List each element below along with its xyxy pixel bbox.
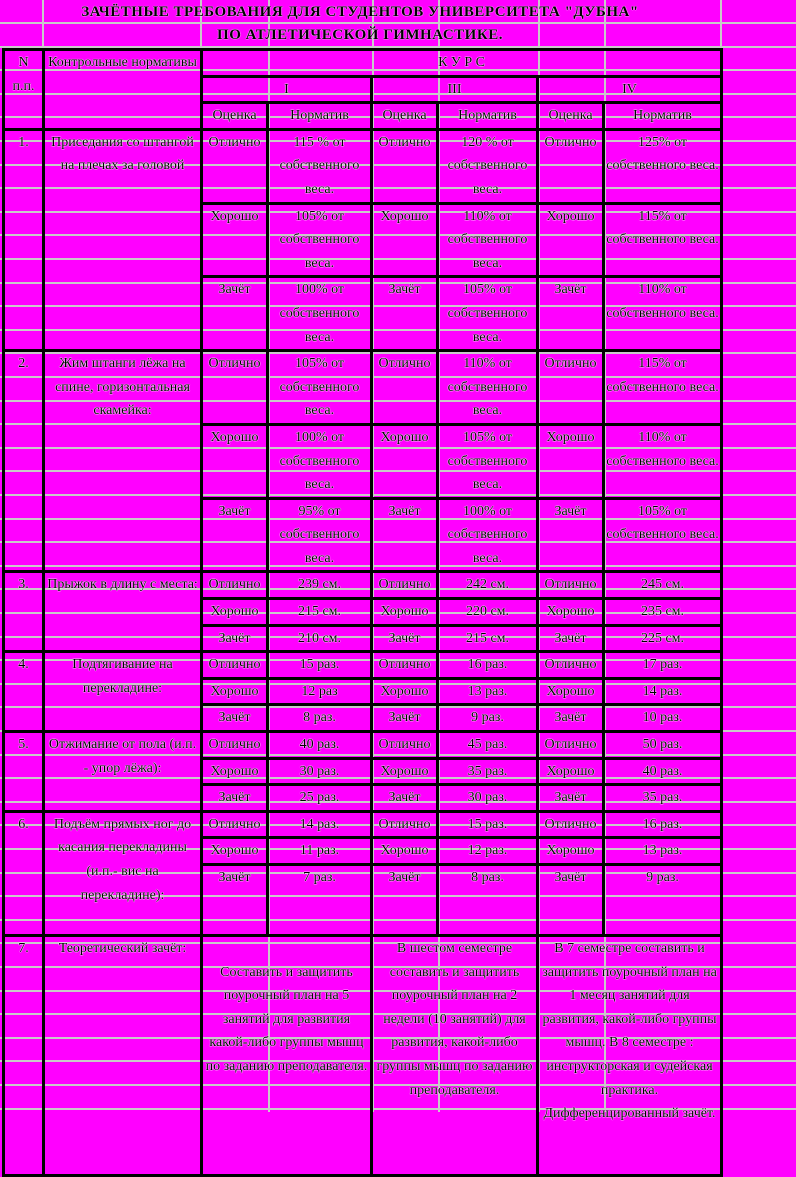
grade-cell: Зачёт: [538, 277, 604, 351]
grade-cell: Зачёт: [372, 625, 438, 652]
norm-cell: 105% от собственного веса.: [438, 424, 538, 498]
norm-cell: 100% от собственного веса.: [268, 277, 372, 351]
norm-cell: 105% от собственного веса.: [268, 351, 372, 425]
grade-cell: Хорошо: [538, 838, 604, 865]
grade-cell: Зачёт: [372, 705, 438, 732]
grade-cell: Отлично: [202, 351, 268, 425]
exercise-name: Приседания со штангой на плечах за головой: [44, 129, 202, 350]
grade-cell: Отлично: [538, 129, 604, 203]
norm-cell: 105% от собственного веса.: [438, 277, 538, 351]
grade-cell: Отлично: [372, 811, 438, 838]
header-num: N п.п.: [4, 50, 44, 130]
header-course: К У Р С: [202, 50, 722, 77]
norm-cell: 225 см.: [604, 625, 722, 652]
table-row: [4, 732, 722, 759]
header-row: [4, 50, 722, 77]
header-norms: Контрольные нормативы: [44, 50, 202, 130]
grade-cell: Отлично: [538, 811, 604, 838]
row-number: 6.: [4, 811, 44, 935]
grade-cell: Отлично: [372, 129, 438, 203]
norm-cell: 8 раз.: [268, 705, 372, 732]
exercise-name: Подтягивание на перекладине:: [44, 652, 202, 732]
norm-cell: 9 раз.: [604, 865, 722, 936]
grade-cell: Хорошо: [372, 758, 438, 785]
norm-cell: 8 раз.: [438, 865, 538, 936]
grade-cell: Хорошо: [372, 599, 438, 626]
grade-cell: Зачёт: [202, 705, 268, 732]
norm-cell: 14 раз.: [268, 811, 372, 838]
grade-header: Оценка: [538, 103, 604, 130]
grade-cell: Зачёт: [538, 705, 604, 732]
grade-cell: Хорошо: [538, 678, 604, 705]
row-number: 5.: [4, 732, 44, 812]
norm-cell: 120 % от собственного веса.: [438, 129, 538, 203]
norm-cell: 115% от собственного веса.: [604, 203, 722, 277]
norm-cell: 13 раз.: [604, 838, 722, 865]
row-number: 4.: [4, 652, 44, 732]
norm-cell: 110% от собственного веса.: [438, 203, 538, 277]
norm-header: Норматив: [268, 103, 372, 130]
norm-cell: 13 раз.: [438, 678, 538, 705]
norm-cell: 15 раз.: [268, 652, 372, 679]
norm-cell: 30 раз.: [438, 785, 538, 812]
norm-cell: 35 раз.: [438, 758, 538, 785]
grade-cell: Отлично: [372, 732, 438, 759]
norm-cell: 115 % от собственного веса.: [268, 129, 372, 203]
grade-cell: Отлично: [372, 351, 438, 425]
grade-cell: Отлично: [538, 652, 604, 679]
norm-cell: 16 раз.: [438, 652, 538, 679]
grade-cell: Отлично: [538, 351, 604, 425]
theory-course-4: В 7 семестре составить и защитить поурочный план на 1 месяц занятий для развития, какой-либо группы мышц. В 8 семестре : инструкторская и судейская практика. Дифференцированный зачёт.: [538, 936, 722, 1176]
table-row: [4, 652, 722, 679]
norm-cell: 25 раз.: [268, 785, 372, 812]
grade-cell: Отлично: [538, 572, 604, 599]
grade-cell: Хорошо: [202, 838, 268, 865]
grade-cell: Зачёт: [202, 625, 268, 652]
grade-cell: Хорошо: [202, 424, 268, 498]
row-number: 2.: [4, 351, 44, 572]
exercise-name: Теоретический зачёт:: [44, 936, 202, 1176]
grade-cell: Зачёт: [372, 498, 438, 572]
exercise-name: Жим штанги лёжа на спине, горизонтальная скамейка:: [44, 351, 202, 572]
grade-cell: Зачёт: [372, 865, 438, 936]
table-row: [4, 351, 722, 425]
grade-cell: Зачёт: [538, 785, 604, 812]
grade-cell: Хорошо: [538, 599, 604, 626]
exercise-name: Подъём прямых ног до касания перекладины (и.п.- вис на перекладине):: [44, 811, 202, 935]
grade-cell: Хорошо: [538, 424, 604, 498]
grade-cell: Хорошо: [372, 203, 438, 277]
grade-cell: Хорошо: [538, 203, 604, 277]
grade-cell: Отлично: [372, 572, 438, 599]
grade-cell: Хорошо: [372, 838, 438, 865]
norm-cell: 50 раз.: [604, 732, 722, 759]
page-subtitle: ПО АТЛЕТИЧЕСКОЙ ГИМНАСТИКЕ.: [217, 27, 503, 43]
norm-cell: 7 раз.: [268, 865, 372, 936]
grade-cell: Зачёт: [538, 498, 604, 572]
grade-cell: Хорошо: [202, 678, 268, 705]
grade-cell: Отлично: [202, 732, 268, 759]
grade-cell: Хорошо: [538, 758, 604, 785]
row-number: 1.: [4, 129, 44, 350]
row-number: 3.: [4, 572, 44, 652]
theory-course-1-text: Составить и защитить поурочный план на 5 занятий для развития какой-либо группы мышц по заданию преподавателя.: [205, 964, 368, 1074]
grade-cell: Отлично: [538, 732, 604, 759]
table-row: [4, 811, 722, 838]
norm-cell: 115% от собственного веса.: [604, 351, 722, 425]
grade-header: Оценка: [372, 103, 438, 130]
norm-cell: 110% от собственного веса.: [604, 424, 722, 498]
grade-cell: Зачёт: [202, 277, 268, 351]
norm-cell: 220 см.: [438, 599, 538, 626]
grade-header: Оценка: [202, 103, 268, 130]
grade-cell: Отлично: [372, 652, 438, 679]
norm-cell: 95% от собственного веса.: [268, 498, 372, 572]
table-row: [4, 572, 722, 599]
course-3-header: III: [372, 76, 538, 103]
norm-cell: 9 раз.: [438, 705, 538, 732]
table-row: [4, 129, 722, 203]
exercise-name: Прыжок в длину с места:: [44, 572, 202, 652]
grade-cell: Зачёт: [202, 785, 268, 812]
norm-cell: 100% от собственного веса.: [438, 498, 538, 572]
norm-cell: 215 см.: [268, 599, 372, 626]
norm-cell: 210 см.: [268, 625, 372, 652]
norm-cell: 12 раз: [268, 678, 372, 705]
norm-cell: 125% от собственного веса.: [604, 129, 722, 203]
grade-cell: Отлично: [202, 129, 268, 203]
norm-cell: 242 см.: [438, 572, 538, 599]
page-title: ЗАЧЁТНЫЕ ТРЕБОВАНИЯ ДЛЯ СТУДЕНТОВ УНИВЕРСИТЕТА "ДУБНА": [81, 4, 639, 20]
grade-cell: Зачёт: [372, 277, 438, 351]
norm-cell: 12 раз.: [438, 838, 538, 865]
norm-cell: 40 раз.: [604, 758, 722, 785]
grade-cell: Хорошо: [372, 678, 438, 705]
norm-cell: 105% от собственного веса.: [268, 203, 372, 277]
grade-cell: Хорошо: [202, 203, 268, 277]
norm-cell: 105% от собственного веса.: [604, 498, 722, 572]
norm-header: Норматив: [604, 103, 722, 130]
gridline: [0, 22, 796, 24]
norm-cell: 17 раз.: [604, 652, 722, 679]
norm-cell: 10 раз.: [604, 705, 722, 732]
theory-row: [4, 936, 722, 1176]
grade-cell: Зачёт: [538, 625, 604, 652]
grade-cell: Отлично: [202, 811, 268, 838]
norm-cell: 14 раз.: [604, 678, 722, 705]
norm-cell: 40 раз.: [268, 732, 372, 759]
grade-cell: Отлично: [202, 652, 268, 679]
grade-cell: Хорошо: [202, 599, 268, 626]
norm-header: Норматив: [438, 103, 538, 130]
norm-cell: 15 раз.: [438, 811, 538, 838]
grade-cell: Зачёт: [202, 865, 268, 936]
grade-cell: Хорошо: [372, 424, 438, 498]
norm-cell: 30 раз.: [268, 758, 372, 785]
norm-cell: 110% от собственного веса.: [604, 277, 722, 351]
theory-course-1: [202, 936, 372, 1176]
course-4-header: IV: [538, 76, 722, 103]
norm-cell: 35 раз.: [604, 785, 722, 812]
norm-cell: 16 раз.: [604, 811, 722, 838]
grade-cell: Зачёт: [202, 498, 268, 572]
grade-cell: Зачёт: [372, 785, 438, 812]
norm-cell: 215 см.: [438, 625, 538, 652]
norm-cell: 110% от собственного веса.: [438, 351, 538, 425]
grade-cell: Хорошо: [202, 758, 268, 785]
theory-course-3: В шестом семестре составить и защитить поурочный план на 2 недели (10 занятий) для развития, какой-либо группы мышц по заданию преподавателя.: [372, 936, 538, 1176]
exercise-name: Отжимание от пола (и.п. - упор лёжа):: [44, 732, 202, 812]
course-1-header: I: [202, 76, 372, 103]
norm-cell: 100% от собственного веса.: [268, 424, 372, 498]
norm-cell: 235 см.: [604, 599, 722, 626]
norm-cell: 245 см.: [604, 572, 722, 599]
grade-cell: Зачёт: [538, 865, 604, 936]
row-number: 7.: [4, 936, 44, 1176]
requirements-table: [2, 48, 723, 1177]
grade-cell: Отлично: [202, 572, 268, 599]
norm-cell: 11 раз.: [268, 838, 372, 865]
norm-cell: 45 раз.: [438, 732, 538, 759]
norm-cell: 239 см.: [268, 572, 372, 599]
